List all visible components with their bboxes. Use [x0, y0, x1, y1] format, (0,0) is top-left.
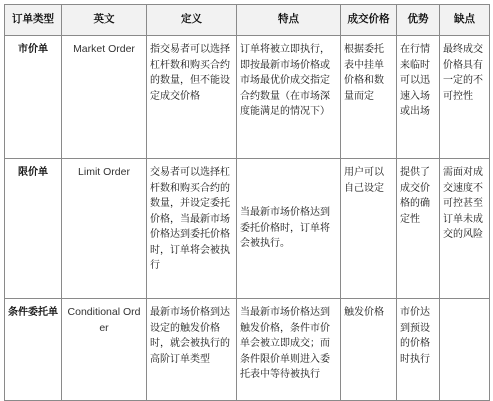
cell-order-type: 市价单 [5, 36, 62, 159]
cell-disadvantage: 需面对成交速度不可控甚至订单未成交的风险 [440, 159, 490, 299]
cell-price: 用户可以自己设定 [341, 159, 397, 299]
header-disadvantage: 缺点 [440, 5, 490, 36]
header-price: 成交价格 [341, 5, 397, 36]
header-definition: 定义 [147, 5, 237, 36]
cell-disadvantage: 最终成交价格具有一定的不可控性 [440, 36, 490, 159]
cell-feature: 当最新市场价格达到触发价格，条件市价单会被立即成交；而条件限价单则进入委托表中等待被执行 [237, 299, 341, 401]
cell-advantage: 在行情来临时可以迅速入场或出场 [397, 36, 440, 159]
cell-order-type: 限价单 [5, 159, 62, 299]
cell-disadvantage [440, 299, 490, 401]
header-order-type: 订单类型 [5, 5, 62, 36]
cell-definition: 指交易者可以选择杠杆数和购买合约的数量，但不能设定成交价格 [147, 36, 237, 159]
cell-feature: 订单将被立即执行，即按最新市场价格或市场最优价成交指定合约数量（在市场深度能满足的情况下） [237, 36, 341, 159]
table-row-limit-order [5, 159, 490, 299]
cell-order-type: 条件委托单 [5, 299, 62, 401]
cell-definition: 最新市场价格到达设定的触发价格时，就会被执行的高阶订单类型 [147, 299, 237, 401]
header-feature: 特点 [237, 5, 341, 36]
cell-english: Conditional Order [62, 299, 147, 401]
cell-advantage: 提供了成交价格的确定性 [397, 159, 440, 299]
header-english: 英文 [62, 5, 147, 36]
table-row-market-order [5, 36, 490, 159]
cell-definition: 交易者可以选择杠杆数和购买合约的数量，并设定委托价格，当最新市场价格达到委托价格时，订单将会被执行 [147, 159, 237, 299]
table-row-conditional-order [5, 299, 490, 401]
cell-english: Limit Order [62, 159, 147, 299]
order-types-table-container [4, 4, 489, 401]
cell-advantage: 市价达到预设的价格时执行 [397, 299, 440, 401]
cell-price: 根据委托表中挂单价格和数量而定 [341, 36, 397, 159]
cell-english: Market Order [62, 36, 147, 159]
header-row [5, 5, 490, 36]
order-types-table [4, 4, 490, 401]
cell-price: 触发价格 [341, 299, 397, 401]
cell-feature: 当最新市场价格达到委托价格时，订单将会被执行。 [237, 159, 341, 299]
header-advantage: 优势 [397, 5, 440, 36]
